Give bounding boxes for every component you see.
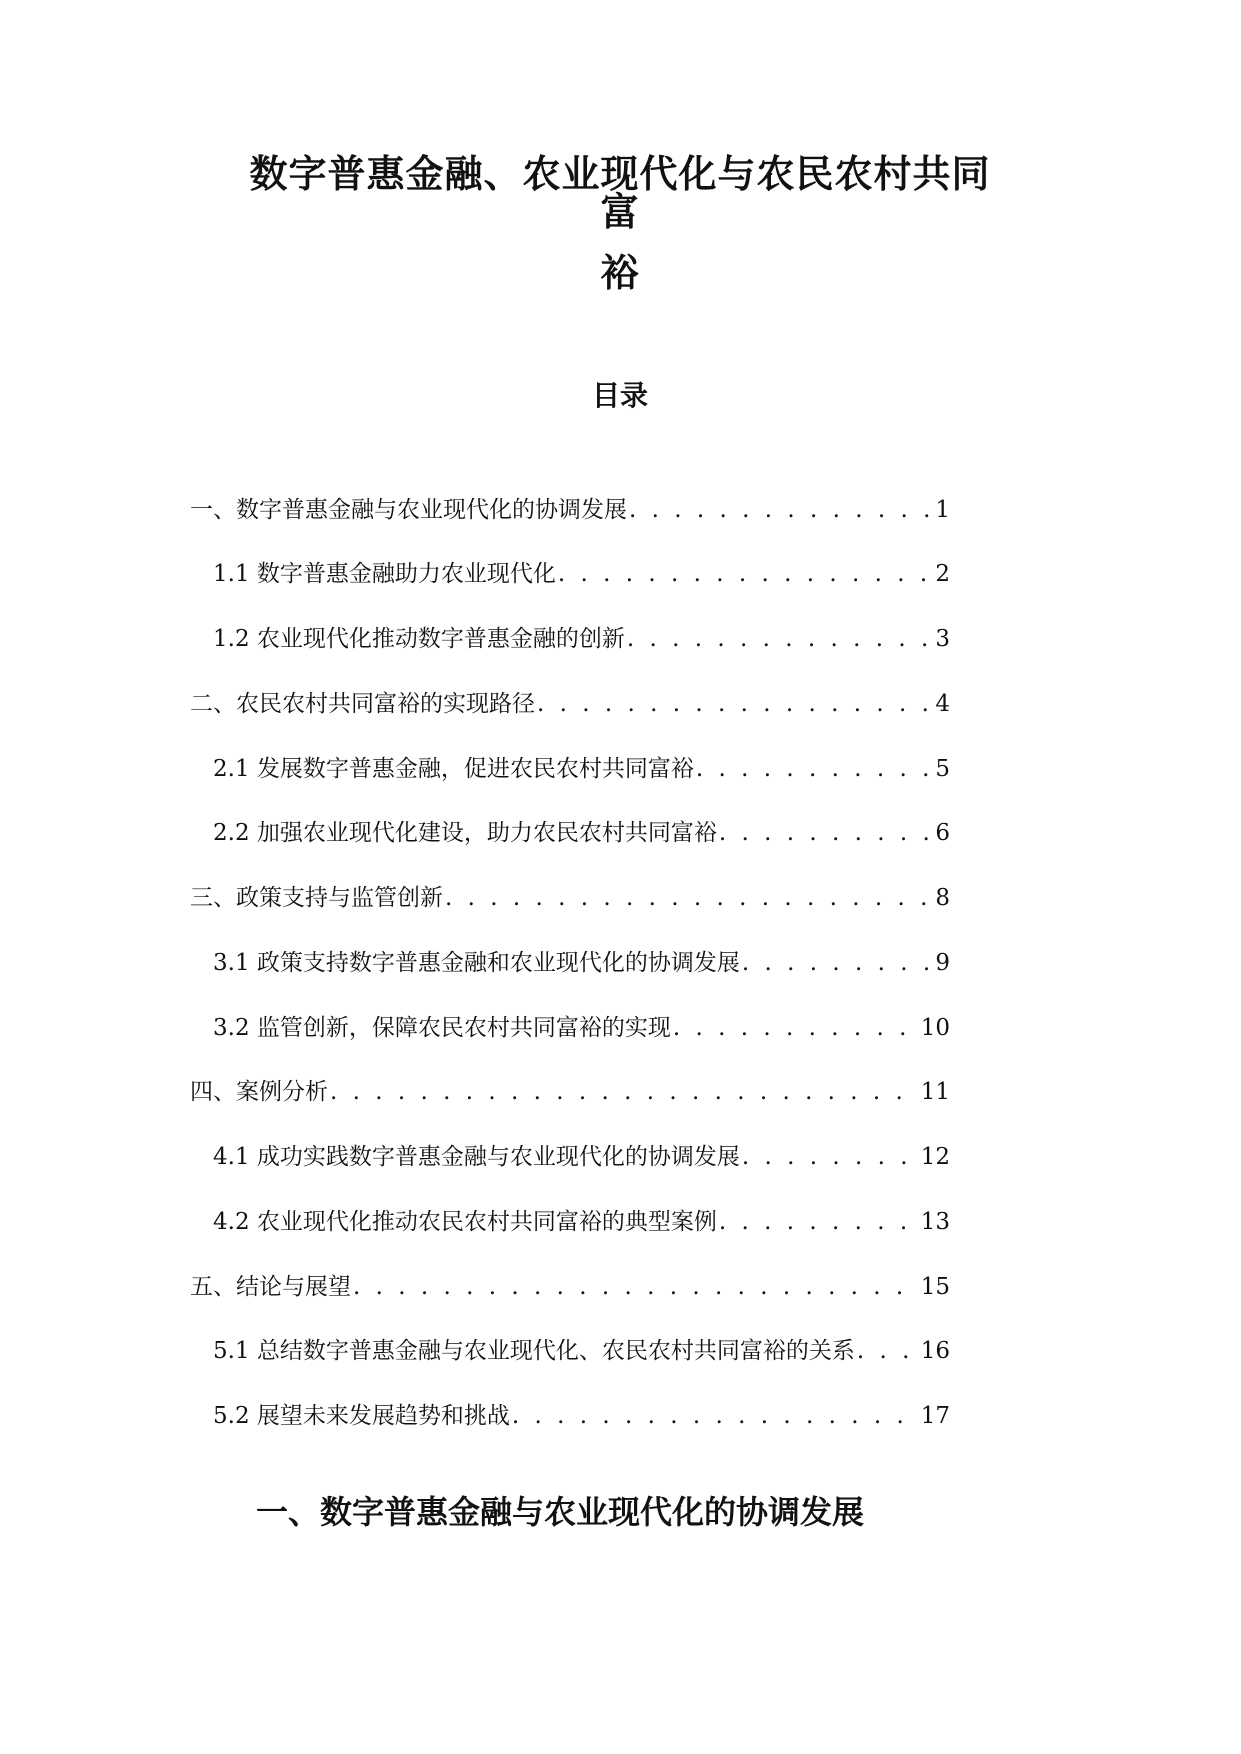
toc-entry-label: 4.1 成功实践数字普惠金融与农业现代化的协调发展 <box>213 1144 740 1170</box>
toc-dot-leader <box>627 495 933 525</box>
toc-entry[interactable] <box>213 754 950 784</box>
document-title-line-2: 裕 <box>600 250 640 295</box>
toc-page-number: 13 <box>920 1209 950 1235</box>
toc-page-number: 17 <box>920 1403 950 1429</box>
toc-entry-label: 1.2 农业现代化推动数字普惠金融的创新 <box>213 626 625 652</box>
toc-page-number: 6 <box>935 820 950 846</box>
toc-entry[interactable] <box>190 689 950 719</box>
toc-page-number: 15 <box>920 1274 950 1300</box>
toc-page-number: 4 <box>935 691 950 717</box>
toc-dot-leader <box>855 1336 919 1366</box>
section-heading: 一、数字普惠金融与农业现代化的协调发展 <box>256 1493 865 1531</box>
toc-entry[interactable] <box>213 818 950 848</box>
toc-entry[interactable] <box>213 1142 950 1172</box>
toc-entry[interactable] <box>213 1207 950 1237</box>
toc-dot-leader <box>671 1013 919 1043</box>
toc-dot-leader <box>625 624 933 654</box>
toc-entry[interactable] <box>190 1077 950 1107</box>
toc-dot-leader <box>740 948 933 978</box>
toc-entry[interactable] <box>213 1401 950 1431</box>
toc-entry[interactable] <box>190 1272 950 1302</box>
toc-entry[interactable] <box>190 883 950 913</box>
toc-page-number: 2 <box>935 561 950 587</box>
toc-entry-label: 五、结论与展望 <box>190 1274 351 1300</box>
toc-dot-leader <box>535 689 933 719</box>
toc-dot-leader <box>717 818 933 848</box>
toc-page-number: 16 <box>920 1338 950 1364</box>
toc-page-number: 10 <box>920 1015 950 1041</box>
toc-dot-leader <box>717 1207 919 1237</box>
toc-page-number: 12 <box>920 1144 950 1170</box>
toc-entry-label: 二、农民农村共同富裕的实现路径 <box>190 691 535 717</box>
toc-dot-leader <box>556 559 933 589</box>
toc-page-number: 8 <box>935 885 950 911</box>
document-title-line-1: 数字普惠金融、农业现代化与农民农村共同富 <box>249 151 991 234</box>
toc-page-number: 5 <box>935 756 950 782</box>
toc-entry[interactable] <box>213 948 950 978</box>
toc-entry-label: 5.1 总结数字普惠金融与农业现代化、农民农村共同富裕的关系 <box>213 1338 855 1364</box>
toc-entry[interactable] <box>213 559 950 589</box>
toc-dot-leader <box>694 754 933 784</box>
toc-heading: 目录 <box>591 379 648 412</box>
toc-dot-leader <box>510 1401 919 1431</box>
toc-entry-label: 5.2 展望未来发展趋势和挑战 <box>213 1403 510 1429</box>
toc-dot-leader <box>740 1142 919 1172</box>
toc-entry-label: 三、政策支持与监管创新 <box>190 885 443 911</box>
toc-entry-label: 2.2 加强农业现代化建设，助力农民农村共同富裕 <box>213 820 717 846</box>
toc-entry[interactable] <box>213 624 950 654</box>
toc-dot-leader <box>351 1272 919 1302</box>
toc-entry[interactable] <box>190 495 950 525</box>
toc-entry-label: 一、数字普惠金融与农业现代化的协调发展 <box>190 497 627 523</box>
toc-page-number: 9 <box>935 950 950 976</box>
toc-entry[interactable] <box>213 1013 950 1043</box>
toc-entry-label: 3.2 监管创新，保障农民农村共同富裕的实现 <box>213 1015 671 1041</box>
toc-entry-label: 3.1 政策支持数字普惠金融和农业现代化的协调发展 <box>213 950 740 976</box>
toc-entry-label: 1.1 数字普惠金融助力农业现代化 <box>213 561 556 587</box>
toc-entry[interactable] <box>213 1336 950 1366</box>
toc-page-number: 3 <box>935 626 950 652</box>
toc-dot-leader <box>443 883 933 913</box>
toc-dot-leader <box>328 1077 919 1107</box>
toc-entry-label: 4.2 农业现代化推动农民农村共同富裕的典型案例 <box>213 1209 717 1235</box>
toc-entry-label: 四、案例分析 <box>190 1079 328 1105</box>
toc-entry-label: 2.1 发展数字普惠金融，促进农民农村共同富裕 <box>213 756 694 782</box>
toc-page-number: 11 <box>920 1079 950 1105</box>
toc-page-number: 1 <box>935 497 950 523</box>
